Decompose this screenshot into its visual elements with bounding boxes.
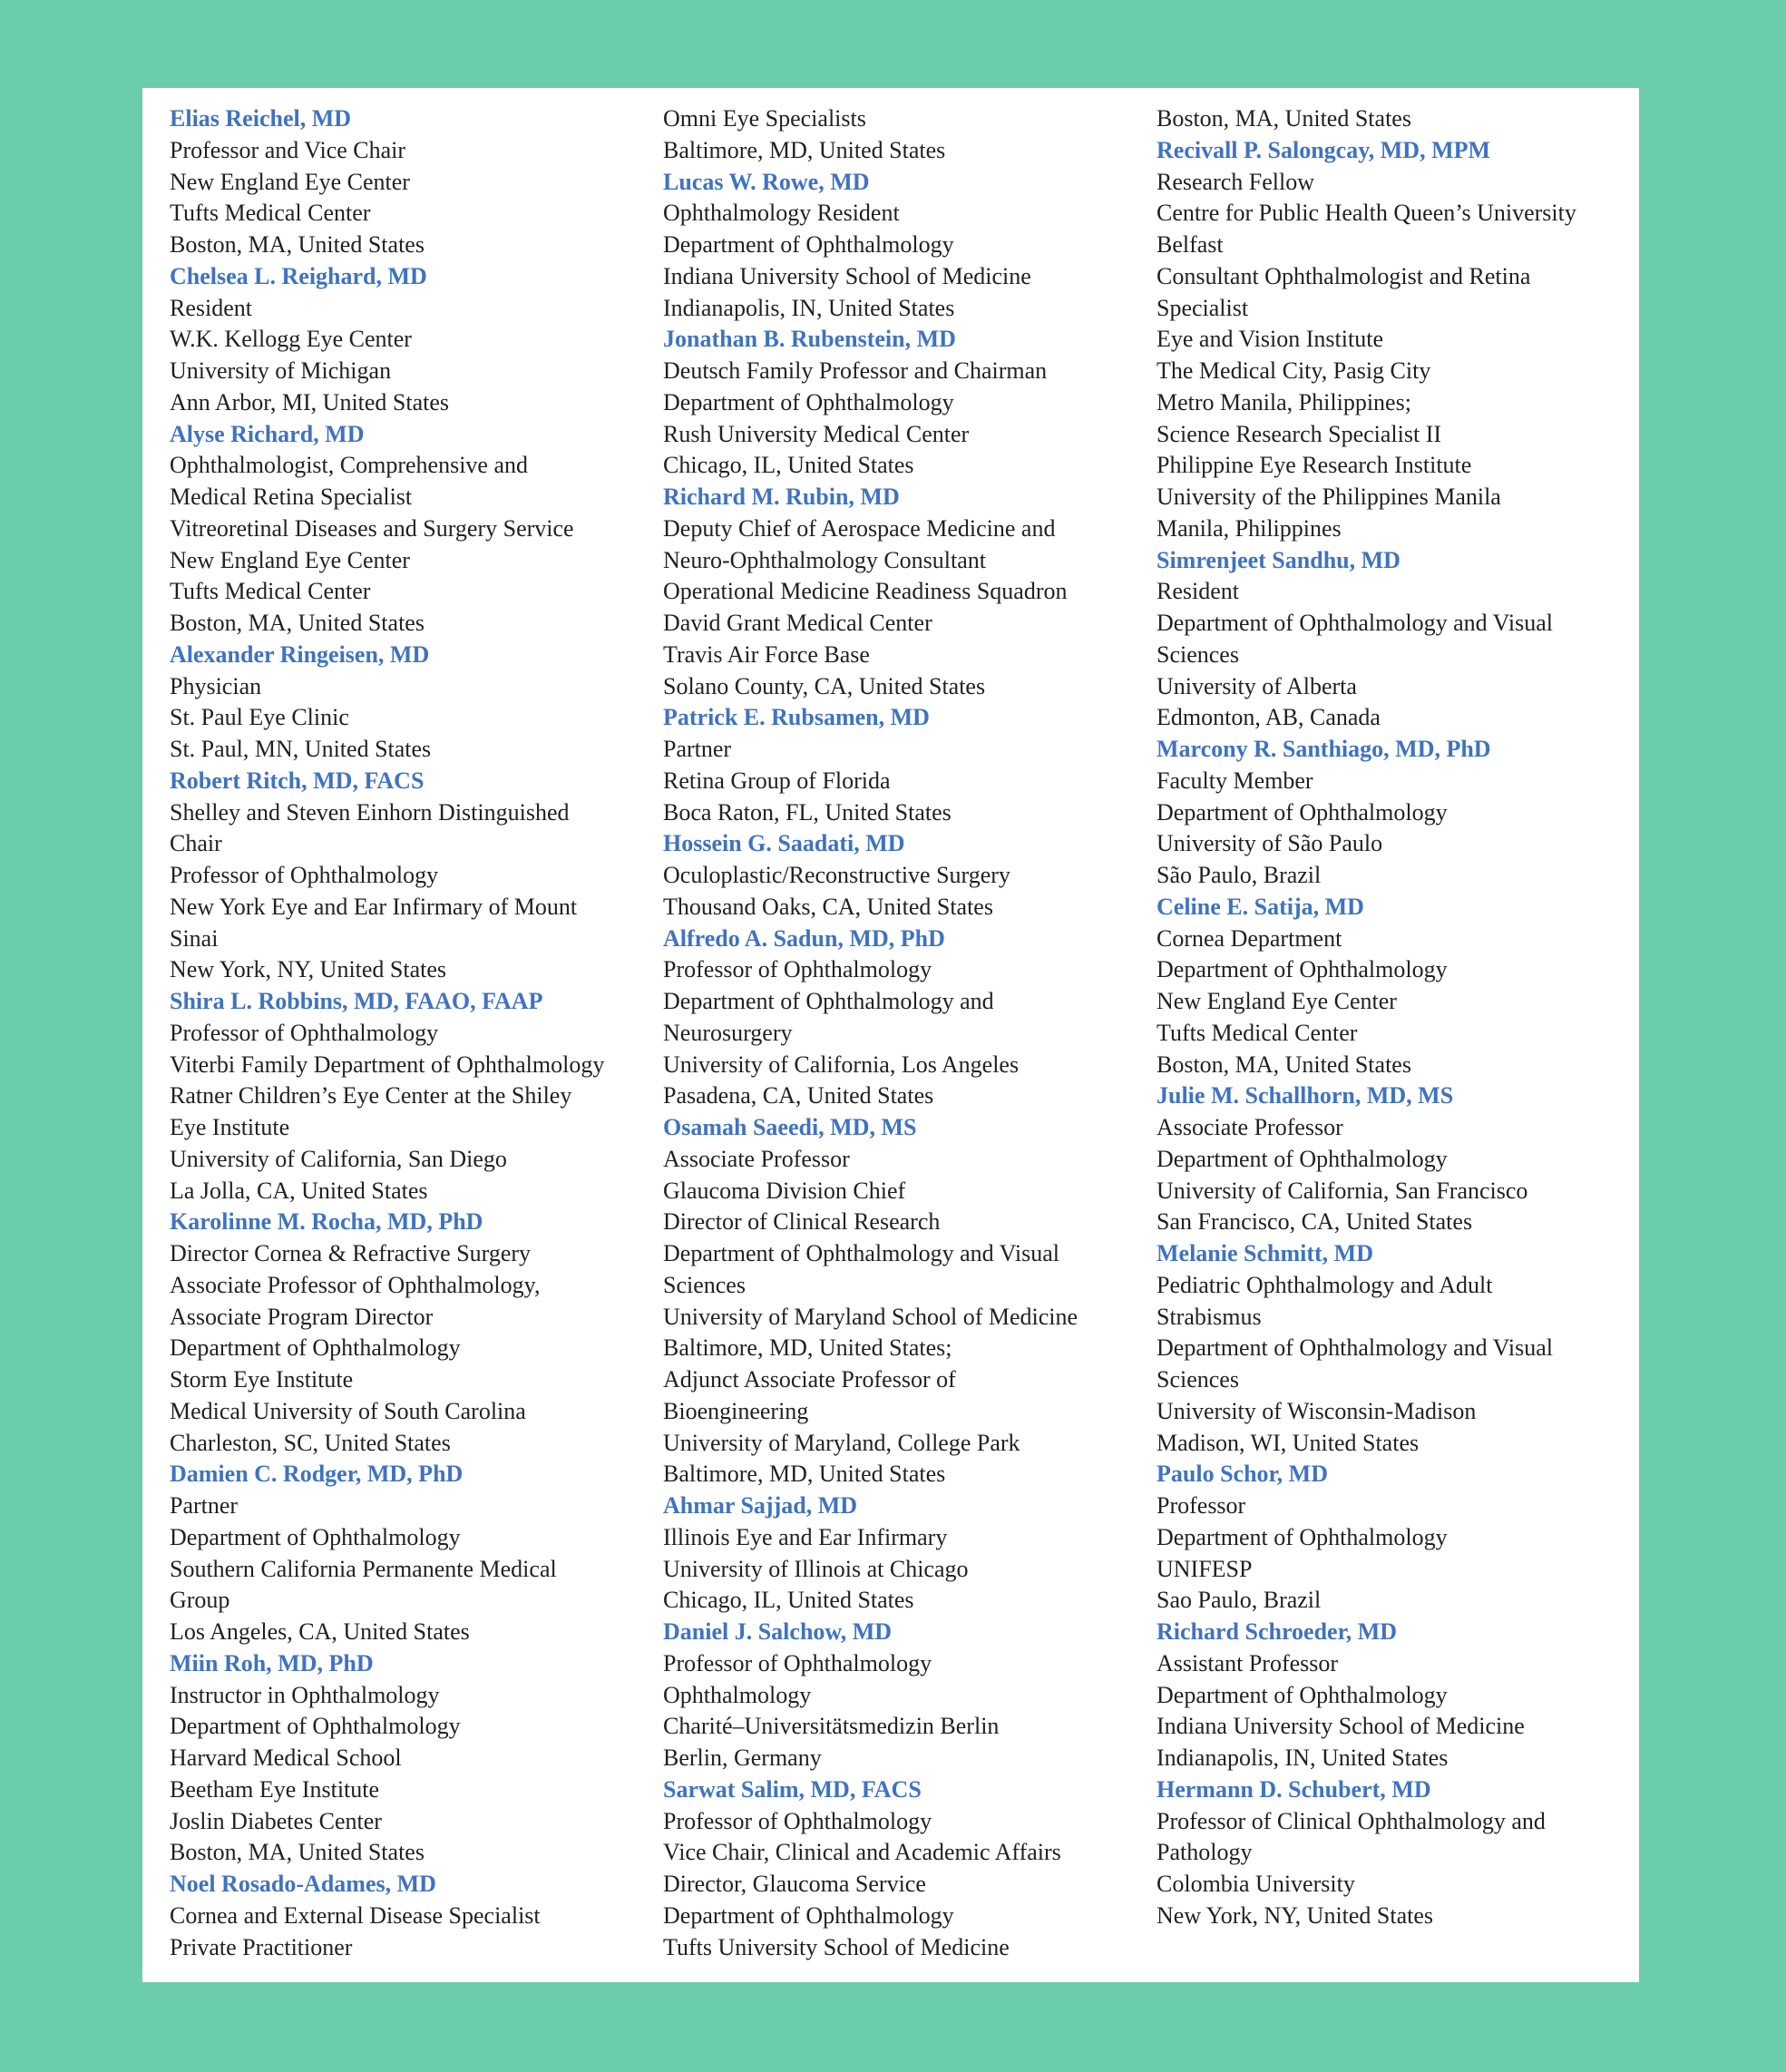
person-name: Richard M. Rubin, MD [663, 484, 900, 510]
affiliation-line: Consultant Ophthalmologist and Retina [1157, 262, 1531, 289]
affiliation-line: Indianapolis, IN, United States [1157, 1745, 1449, 1771]
affiliation-line: Sao Paulo, Brazil [1157, 1587, 1322, 1614]
affiliation-line: Adjunct Associate Professor of [663, 1366, 956, 1393]
affiliation-line: Baltimore, MD, United States [663, 1461, 946, 1488]
affiliation-line: Deutsch Family Professor and Chairman [663, 357, 1048, 384]
affiliation-line: Tufts Medical Center [170, 200, 371, 227]
person-name: Elias Reichel, MD [170, 105, 352, 132]
affiliation-line: Cornea and External Disease Specialist [170, 1901, 541, 1929]
affiliation-line: Department of Ophthalmology [170, 1713, 461, 1740]
affiliation-line: Medical Retina Specialist [170, 484, 413, 510]
person-name: Daniel J. Salchow, MD [663, 1618, 893, 1645]
affiliation-line: Solano County, CA, United States [663, 672, 986, 699]
affiliation-line: Sciences [663, 1271, 746, 1298]
affiliation-line: Sciences [1157, 1366, 1239, 1393]
affiliation-line: Science Research Specialist II [1157, 420, 1442, 447]
affiliation-line: Storm Eye Institute [170, 1366, 354, 1393]
person-name: Hossein G. Saadati, MD [663, 830, 905, 857]
affiliation-line: University of Maryland, College Park [663, 1429, 1020, 1456]
affiliation-line: Partner [663, 736, 732, 762]
affiliation-line: Joslin Diabetes Center [170, 1807, 382, 1834]
affiliation-line: Omni Eye Specialists [663, 105, 866, 132]
directory-column-1 [170, 103, 641, 1963]
person-name: Julie M. Schallhorn, MD, MS [1157, 1082, 1454, 1109]
affiliation-line: Research Fellow [1157, 168, 1315, 195]
affiliation-line: Partner [170, 1492, 239, 1519]
affiliation-line: St. Paul Eye Clinic [170, 704, 349, 731]
affiliation-line: Indiana University School of Medicine [1157, 1713, 1525, 1740]
affiliation-line: Resident [170, 294, 252, 321]
affiliation-line: Charité–Universitätsmedizin Berlin [663, 1713, 1000, 1740]
person-name: Hermann D. Schubert, MD [1157, 1775, 1431, 1803]
affiliation-line: Department of Ophthalmology [170, 1523, 461, 1550]
affiliation-line: Private Practitioner [170, 1933, 353, 1960]
affiliation-line: Associate Program Director [170, 1303, 434, 1330]
affiliation-line: New York, NY, United States [170, 956, 447, 983]
affiliation-line: Harvard Medical School [170, 1745, 402, 1771]
affiliation-line: Indiana University School of Medicine [663, 262, 1031, 289]
affiliation-line: Colombia University [1157, 1871, 1355, 1897]
person-name: Richard Schroeder, MD [1157, 1618, 1398, 1645]
person-name: Recivall P. Salongcay, MD, MPM [1157, 136, 1491, 163]
affiliation-line: W.K. Kellogg Eye Center [170, 326, 412, 353]
affiliation-line: Charleston, SC, United States [170, 1429, 451, 1456]
affiliation-line: Professor and Vice Chair [170, 136, 406, 163]
affiliation-line: Department of Ophthalmology [170, 1334, 461, 1362]
affiliation-line: Director Cornea & Refractive Surgery [170, 1240, 532, 1266]
affiliation-line: University of Alberta [1157, 672, 1357, 699]
affiliation-line: Pasadena, CA, United States [663, 1082, 934, 1109]
person-name: Melanie Schmitt, MD [1157, 1240, 1374, 1266]
affiliation-line: University of California, Los Angeles [663, 1051, 1020, 1078]
affiliation-line: Department of Ophthalmology [1157, 1523, 1448, 1550]
affiliation-line: Boca Raton, FL, United States [663, 798, 952, 826]
affiliation-line: Department of Ophthalmology [1157, 1145, 1448, 1172]
affiliation-line: Department of Ophthalmology [1157, 798, 1448, 826]
affiliation-line: University of the Philippines Manila [1157, 484, 1501, 510]
person-name: Paulo Schor, MD [1157, 1461, 1328, 1488]
affiliation-line: University of California, San Diego [170, 1145, 507, 1172]
affiliation-line: Department of Ophthalmology and [663, 988, 994, 1014]
person-name: Sarwat Salim, MD, FACS [663, 1775, 922, 1803]
person-name: Marcony R. Santhiago, MD, PhD [1157, 736, 1491, 762]
affiliation-line: New England Eye Center [1157, 988, 1397, 1014]
affiliation-line: New England Eye Center [170, 546, 410, 573]
affiliation-line: Strabismus [1157, 1303, 1262, 1330]
affiliation-line: Southern California Permanente Medical [170, 1555, 557, 1582]
affiliation-line: Bioengineering [663, 1397, 809, 1424]
affiliation-line: Professor of Ophthalmology [663, 1649, 932, 1676]
affiliation-line: Eye and Vision Institute [1157, 326, 1383, 353]
affiliation-line: Edmonton, AB, Canada [1157, 704, 1381, 731]
affiliation-line: UNIFESP [1157, 1555, 1253, 1582]
affiliation-line: Sinai [170, 924, 219, 952]
affiliation-line: Department of Ophthalmology [1157, 956, 1448, 983]
person-name: Noel Rosado-Adames, MD [170, 1871, 436, 1897]
affiliation-line: Chicago, IL, United States [663, 452, 914, 479]
affiliation-line: Berlin, Germany [663, 1745, 822, 1771]
affiliation-line: Boston, MA, United States [1157, 105, 1411, 132]
affiliation-line: New England Eye Center [170, 168, 410, 195]
affiliation-line: Ophthalmology Resident [663, 200, 900, 227]
person-name: Damien C. Rodger, MD, PhD [170, 1461, 464, 1488]
person-name: Simrenjeet Sandhu, MD [1157, 546, 1400, 573]
affiliation-line: Pathology [1157, 1839, 1253, 1866]
affiliation-line: La Jolla, CA, United States [170, 1177, 428, 1204]
affiliation-line: Group [170, 1587, 230, 1614]
affiliation-line: Department of Ophthalmology and Visual [663, 1240, 1059, 1266]
affiliation-line: Retina Group of Florida [663, 767, 891, 794]
affiliation-line: Department of Ophthalmology and Visual [1157, 610, 1553, 636]
directory-column-2 [663, 103, 1135, 1963]
affiliation-line: Tufts Medical Center [1157, 1019, 1358, 1046]
directory-column-3 [1157, 103, 1628, 1932]
affiliation-line: Department of Ophthalmology [1157, 1681, 1448, 1708]
affiliation-line: Sciences [1157, 640, 1239, 668]
affiliation-line: Assistant Professor [1157, 1649, 1339, 1676]
affiliation-line: University of Illinois at Chicago [663, 1555, 969, 1582]
affiliation-line: Specialist [1157, 294, 1249, 321]
affiliation-line: Thousand Oaks, CA, United States [663, 893, 993, 920]
affiliation-line: Neuro-Ophthalmology Consultant [663, 546, 987, 573]
person-name: Jonathan B. Rubenstein, MD [663, 326, 956, 353]
affiliation-line: Centre for Public Health Queen’s University [1157, 200, 1576, 227]
affiliation-line: Department of Ophthalmology [663, 231, 954, 258]
affiliation-line: Ophthalmologist, Comprehensive and [170, 452, 529, 479]
affiliation-line: Associate Professor [663, 1145, 850, 1172]
affiliation-line: Professor of Ophthalmology [663, 1807, 932, 1834]
person-name: Alyse Richard, MD [170, 420, 365, 447]
person-name: Patrick E. Rubsamen, MD [663, 704, 930, 731]
person-name: Osamah Saeedi, MD, MS [663, 1114, 917, 1140]
affiliation-line: Chicago, IL, United States [663, 1587, 914, 1614]
affiliation-line: Baltimore, MD, United States [663, 136, 946, 163]
affiliation-line: Baltimore, MD, United States; [663, 1334, 952, 1362]
affiliation-line: Ophthalmology [663, 1681, 812, 1708]
affiliation-line: Pediatric Ophthalmology and Adult [1157, 1271, 1493, 1298]
affiliation-line: University of São Paulo [1157, 830, 1383, 857]
affiliation-line: Deputy Chief of Aerospace Medicine and [663, 514, 1056, 542]
affiliation-line: Department of Ophthalmology [663, 388, 954, 415]
affiliation-line: Tufts University School of Medicine [663, 1933, 1010, 1960]
affiliation-line: Boston, MA, United States [1157, 1051, 1411, 1078]
affiliation-line: San Francisco, CA, United States [1157, 1208, 1473, 1236]
affiliation-line: Vitreoretinal Diseases and Surgery Service [170, 514, 574, 542]
affiliation-line: Vice Chair, Clinical and Academic Affairs [663, 1839, 1061, 1866]
affiliation-line: Los Angeles, CA, United States [170, 1618, 470, 1645]
affiliation-line: Professor of Ophthalmology [170, 862, 439, 888]
affiliation-line: David Grant Medical Center [663, 610, 932, 636]
affiliation-line: Associate Professor of Ophthalmology, [170, 1271, 541, 1298]
affiliation-line: Oculoplastic/Reconstructive Surgery [663, 862, 1010, 888]
affiliation-line: New York, NY, United States [1157, 1901, 1434, 1929]
affiliation-line: Medical University of South Carolina [170, 1397, 526, 1424]
person-name: Lucas W. Rowe, MD [663, 168, 870, 195]
affiliation-line: Professor [1157, 1492, 1246, 1519]
affiliation-line: Ann Arbor, MI, United States [170, 388, 450, 415]
affiliation-line: Professor of Clinical Ophthalmology and [1157, 1807, 1546, 1834]
affiliation-line: Operational Medicine Readiness Squadron [663, 578, 1068, 605]
affiliation-line: Ratner Children’s Eye Center at the Shiley [170, 1082, 572, 1109]
affiliation-line: Eye Institute [170, 1114, 290, 1140]
affiliation-line: New York Eye and Ear Infirmary of Mount [170, 893, 578, 920]
affiliation-line: Boston, MA, United States [170, 231, 425, 258]
affiliation-line: Madison, WI, United States [1157, 1429, 1420, 1456]
affiliation-line: Department of Ophthalmology [663, 1901, 954, 1929]
affiliation-line: Travis Air Force Base [663, 640, 870, 668]
affiliation-line: University of Wisconsin-Madison [1157, 1397, 1477, 1424]
affiliation-line: Professor of Ophthalmology [663, 956, 932, 983]
affiliation-line: Manila, Philippines [1157, 514, 1342, 542]
affiliation-line: São Paulo, Brazil [1157, 862, 1322, 888]
person-name: Alfredo A. Sadun, MD, PhD [663, 924, 945, 952]
affiliation-line: Physician [170, 672, 262, 699]
affiliation-line: Resident [1157, 578, 1239, 605]
person-name: Ahmar Sajjad, MD [663, 1492, 858, 1519]
affiliation-line: Metro Manila, Philippines; [1157, 388, 1411, 415]
affiliation-line: Boston, MA, United States [170, 1839, 425, 1866]
affiliation-line: Indianapolis, IN, United States [663, 294, 955, 321]
affiliation-line: Philippine Eye Research Institute [1157, 452, 1472, 479]
affiliation-line: University of Michigan [170, 357, 392, 384]
affiliation-line: Illinois Eye and Ear Infirmary [663, 1523, 948, 1550]
affiliation-line: Cornea Department [1157, 924, 1342, 952]
person-name: Chelsea L. Reighard, MD [170, 262, 427, 289]
affiliation-line: Shelley and Steven Einhorn Distinguished [170, 798, 570, 826]
affiliation-line: Boston, MA, United States [170, 610, 425, 636]
affiliation-line: Rush University Medical Center [663, 420, 970, 447]
person-name: Shira L. Robbins, MD, FAAO, FAAP [170, 988, 543, 1014]
affiliation-line: Faculty Member [1157, 767, 1313, 794]
directory-page [142, 88, 1639, 1982]
affiliation-line: Director, Glaucoma Service [663, 1871, 926, 1897]
affiliation-line: Beetham Eye Institute [170, 1775, 380, 1803]
affiliation-line: Tufts Medical Center [170, 578, 371, 605]
affiliation-line: Viterbi Family Department of Ophthalmology [170, 1051, 605, 1078]
affiliation-line: Glaucoma Division Chief [663, 1177, 906, 1204]
affiliation-line: Professor of Ophthalmology [170, 1019, 439, 1046]
person-name: Alexander Ringeisen, MD [170, 640, 430, 668]
affiliation-line: Associate Professor [1157, 1114, 1343, 1140]
affiliation-line: Chair [170, 830, 222, 857]
person-name: Celine E. Satija, MD [1157, 893, 1364, 920]
affiliation-line: The Medical City, Pasig City [1157, 357, 1431, 384]
affiliation-line: Belfast [1157, 231, 1224, 258]
person-name: Karolinne M. Rocha, MD, PhD [170, 1208, 483, 1236]
affiliation-line: Director of Clinical Research [663, 1208, 941, 1236]
person-name: Miin Roh, MD, PhD [170, 1649, 374, 1676]
affiliation-line: University of California, San Francisco [1157, 1177, 1528, 1204]
affiliation-line: St. Paul, MN, United States [170, 736, 432, 762]
affiliation-line: University of Maryland School of Medicine [663, 1303, 1078, 1330]
person-name: Robert Ritch, MD, FACS [170, 767, 425, 794]
affiliation-line: Neurosurgery [663, 1019, 793, 1046]
affiliation-line: Instructor in Ophthalmology [170, 1681, 440, 1708]
affiliation-line: Department of Ophthalmology and Visual [1157, 1334, 1553, 1362]
